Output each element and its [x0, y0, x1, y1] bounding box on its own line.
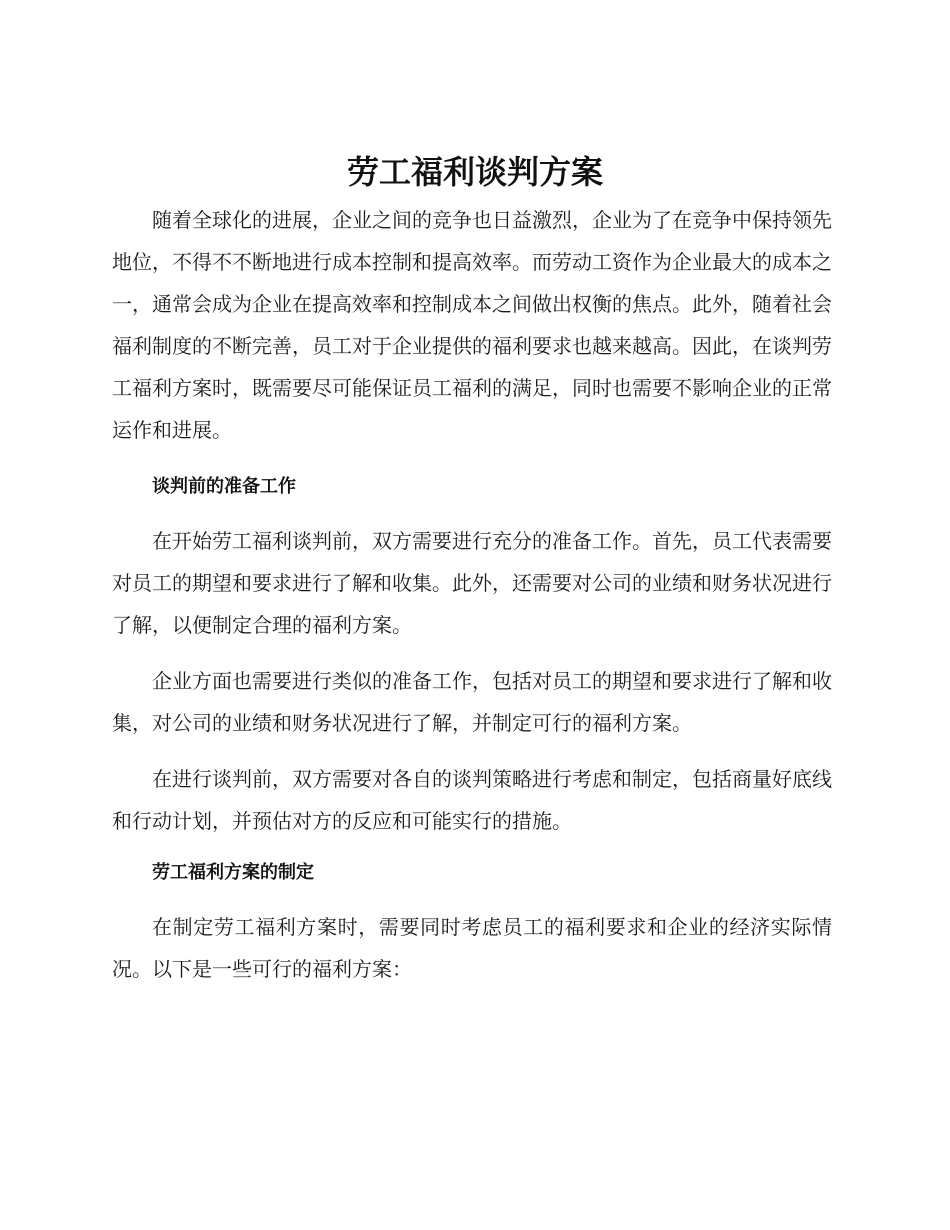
- document-title: 劳工福利谈判方案: [346, 153, 603, 191]
- intro-paragraph: 随着全球化的进展，企业之间的竞争也日益激烈，企业为了在竞争中保持领先地位，不得不不断地进行成本控制和提高效率。而劳动工资作为企业最大的成本之一，通常会成为企业在提高效率和控制成本之间做出权衡的焦点。此外，随着社会福利制度的不断完善，员工对于企业提供的福利要求也越来越高。因此，在谈判劳工福利方案时，既需要尽可能保证员工福利的满足，同时也需要不影响企业的正常运作和进展。: [112, 208, 832, 442]
- plan-paragraph: 在制定劳工福利方案时，需要同时考虑员工的福利要求和企业的经济实际情况。以下是一些可行的福利方案：: [112, 915, 832, 981]
- preparation-paragraph-employee: 在开始劳工福利谈判前，双方需要进行充分的准备工作。首先，员工代表需要对员工的期望和要求进行了解和收集。此外，还需要对公司的业绩和财务状况进行了解，以便制定合理的福利方案。: [112, 529, 832, 637]
- preparation-paragraph-strategy: 在进行谈判前，双方需要对各自的谈判策略进行考虑和制定，包括商量好底线和行动计划，并预估对方的反应和可能实行的措施。: [112, 767, 832, 833]
- preparation-paragraph-company: 企业方面也需要进行类似的准备工作，包括对员工的期望和要求进行了解和收集，对公司的业绩和财务状况进行了解，并制定可行的福利方案。: [112, 669, 832, 735]
- section-heading-preparation: 谈判前的准备工作: [152, 476, 296, 497]
- section-heading-plan: 劳工福利方案的制定: [152, 862, 314, 883]
